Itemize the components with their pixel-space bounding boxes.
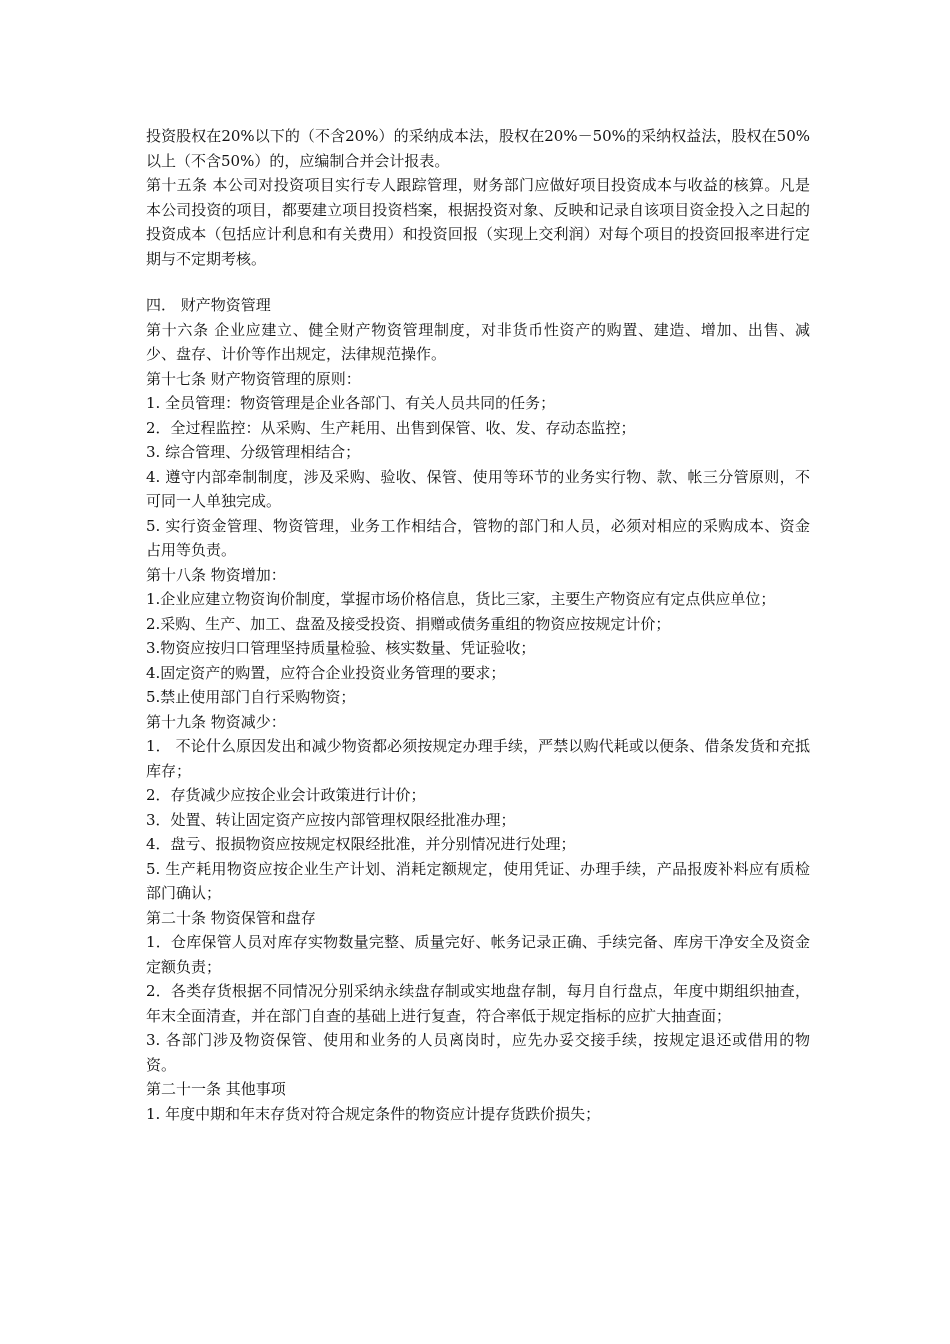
paragraph-article-19: 第十九条 物资减少： [146, 712, 286, 731]
list-item: 2.采购、生产、加工、盘盈及接受投资、捐赠或债务重组的物资应按规定计价； [146, 614, 671, 633]
paragraph-article-18: 第十八条 物资增加： [146, 565, 286, 584]
document-page [146, 124, 810, 1126]
paragraph-article-16: 第十六条 企业应建立、健全财产物资管理制度，对非货币性资产的购置、建造、增加、出售、减少、盘存、计价等作出规定，法律规范操作。 [146, 320, 810, 363]
list-item: 4．盘亏、报损物资应按规定权限经批准，并分别情况进行处理； [146, 835, 576, 853]
list-item: 2．存货减少应按企业会计政策进行计价； [146, 786, 426, 804]
list-item: 3. 各部门涉及物资保管、使用和业务的人员离岗时，应先办妥交接手续，按规定退还或借用的物资。 [146, 1031, 810, 1074]
section-heading: 四． 财产物资管理 [146, 296, 271, 314]
list-item: 1. 年度中期和年末存货对符合规定条件的物资应计提存货跌价损失； [146, 1104, 601, 1123]
list-item: 3.物资应按归口管理坚持质量检验、核实数量、凭证验收； [146, 639, 536, 657]
list-item: 5.禁止使用部门自行采购物资； [146, 688, 356, 706]
list-item: 4. 遵守内部牵制制度，涉及采购、验收、保管、使用等环节的业务实行物、款、帐三分管原则，不可同一人单独完成。 [146, 467, 810, 510]
paragraph-article-15: 第十五条 本公司对投资项目实行专人跟踪管理，财务部门应做好项目投资成本与收益的核算。凡是本公司投资的项目，都要建立项目投资档案，根据投资对象、反映和记录自该项目资金投入之日起的投资成本（包括应计利息和有关费用）和投资回报（实现上交利润）对每个项目的投资回报率进行定期与不定期考核。 [146, 176, 810, 268]
paragraph-equity-accounting: 投资股权在20%以下的（不含20%）的采纳成本法，股权在20%－50%的采纳权益法，股权在50%以上（不含50%）的，应编制合并会计报表。 [146, 127, 810, 170]
list-item: 5. 实行资金管理、物资管理，业务工作相结合，管物的部门和人员，必须对相应的采购成本、资金占用等负责。 [146, 516, 810, 559]
list-item: 2．全过程监控：从采购、生产耗用、出售到保管、收、发、存动态监控； [146, 418, 636, 437]
paragraph-article-20: 第二十条 物资保管和盘存 [146, 908, 316, 927]
list-item: 3．处置、转让固定资产应按内部管理权限经批准办理； [146, 810, 516, 829]
paragraph-article-21: 第二十一条 其他事项 [146, 1080, 286, 1098]
list-item: 3. 综合管理、分级管理相结合； [146, 443, 361, 461]
paragraph-article-17: 第十七条 财产物资管理的原则： [146, 369, 361, 388]
list-item: 2．各类存货根据不同情况分别采纳永续盘存制或实地盘存制，每月自行盘点，年度中期组织抽查，年末全面清查，并在部门自查的基础上进行复查，符合率低于规定指标的应扩大抽查面； [146, 982, 810, 1025]
list-item: 1.企业应建立物资询价制度，掌握市场价格信息，货比三家，主要生产物资应有定点供应单位； [146, 590, 776, 608]
list-item: 1． 不论什么原因发出和减少物资都必须按规定办理手续，严禁以购代耗或以便条、借条发货和充抵库存； [146, 737, 810, 780]
list-item: 1．仓库保管人员对库存实物数量完整、质量完好、帐务记录正确、手续完备、库房干净安全及资金定额负责； [146, 933, 810, 976]
list-item: 5. 生产耗用物资应按企业生产计划、消耗定额规定，使用凭证、办理手续，产品报废补料应有质检部门确认； [146, 859, 810, 902]
list-item: 1. 全员管理：物资管理是企业各部门、有关人员共同的任务； [146, 394, 556, 412]
list-item: 4.固定资产的购置，应符合企业投资业务管理的要求； [146, 663, 506, 682]
